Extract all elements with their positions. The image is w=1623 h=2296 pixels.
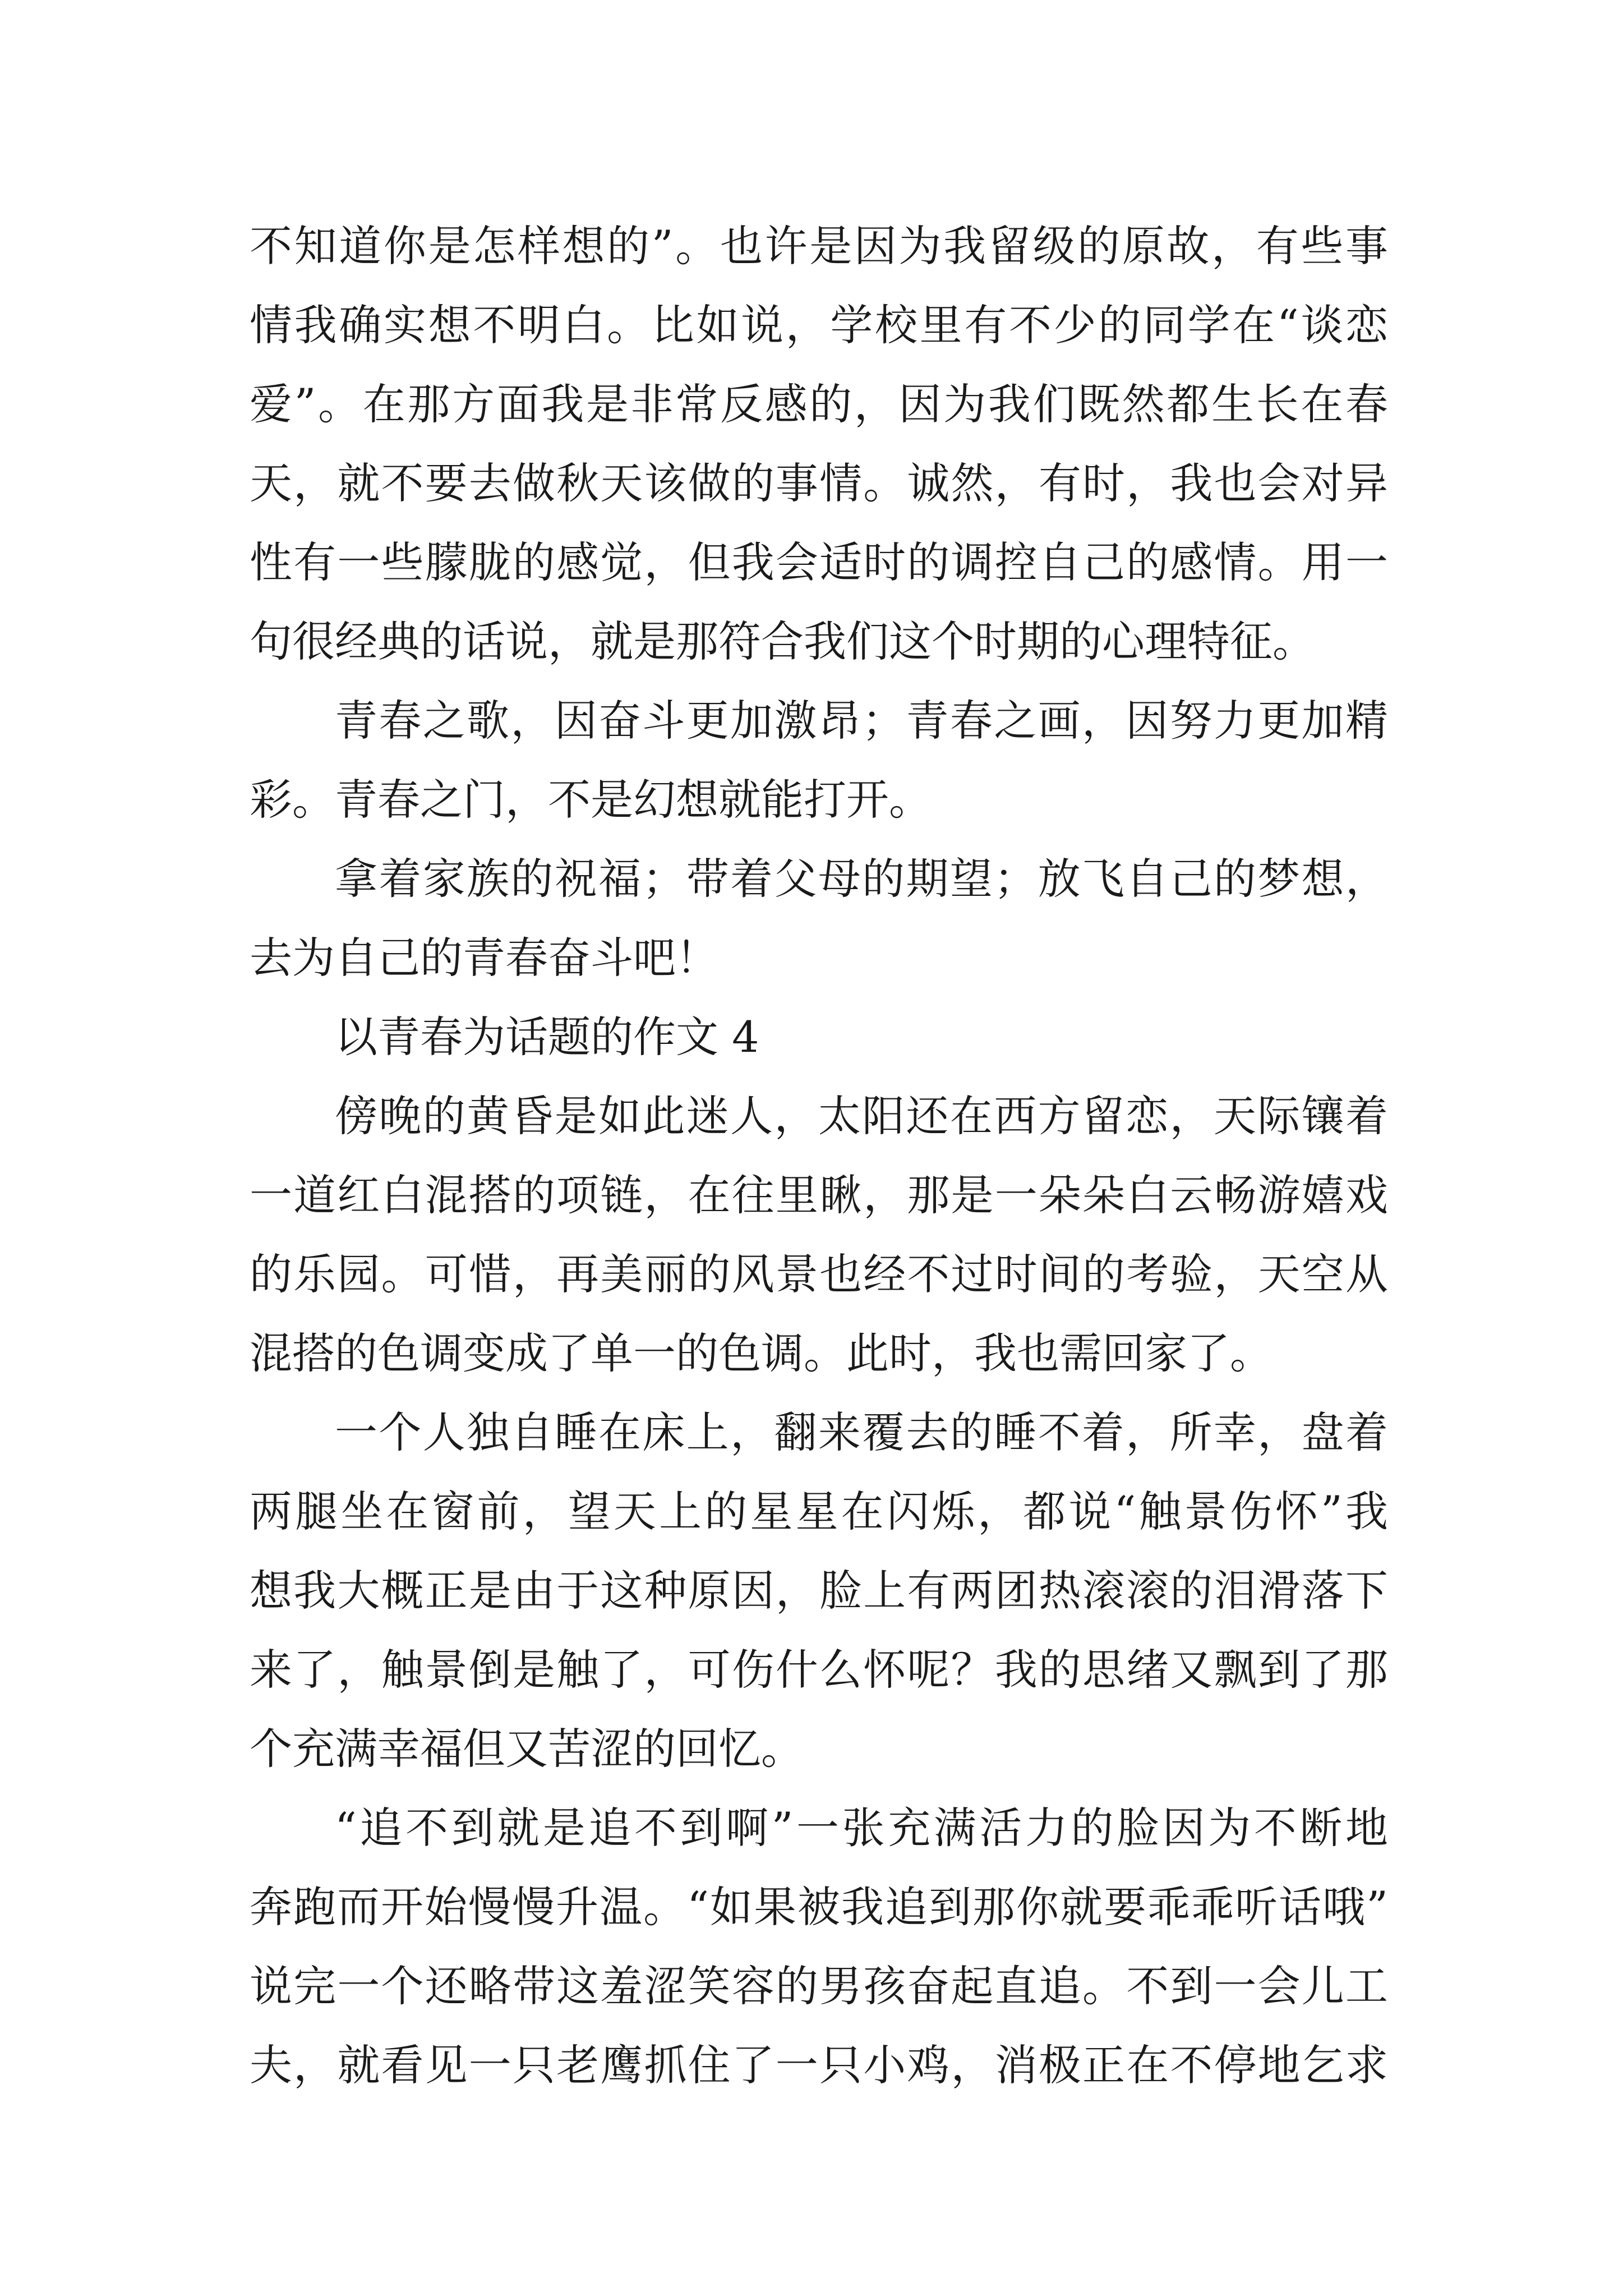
text-line: 说完一个还略带这羞涩笑容的男孩奋起直追。不到一会儿工 [250,1961,1388,2011]
text-line: 来了，触景倒是触了，可伤什么怀呢？我的思绪又飘到了那 [250,1645,1388,1695]
text-line: 去为自己的青春奋斗吧！ [250,933,718,983]
text-line: 两腿坐在窗前，望天上的星星在闪烁，都说“触景伤怀”我 [250,1487,1388,1536]
paragraph-first-line: 青春之歌，因奋斗更加激昂；青春之画，因努力更加精 [335,696,1388,746]
text-line: 彩。青春之门，不是幻想就能打开。 [250,775,932,825]
section-heading: 以青春为话题的作文 4 [335,1012,759,1062]
text-line: 不知道你是怎样想的”。也许是因为我留级的原故，有些事 [250,221,1388,271]
essay-body [250,206,1388,2105]
paragraph-first-line: 拿着家族的祝福；带着父母的期望；放飞自己的梦想， [335,854,1388,904]
text-line: 奔跑而开始慢慢升温。“如果被我追到那你就要乖乖听话哦” [250,1882,1388,1932]
text-line: 一道红白混搭的项链，在往里瞅，那是一朵朵白云畅游嬉戏 [250,1170,1388,1220]
text-line: 性有一些朦胧的感觉，但我会适时的调控自己的感情。用一 [250,537,1388,587]
text-line: 夫，就看见一只老鹰抓住了一只小鸡，消极正在不停地乞求 [250,2040,1388,2090]
text-line: 的乐园。可惜，再美丽的风景也经不过时间的考验，天空从 [250,1249,1388,1299]
text-line: 天，就不要去做秋天该做的事情。诚然，有时，我也会对异 [250,458,1388,508]
text-line: 爱”。在那方面我是非常反感的，因为我们既然都生长在春 [250,379,1388,429]
paragraph-first-line: “追不到就是追不到啊”一张充满活力的脸因为不断地 [335,1803,1388,1853]
text-line: 想我大概正是由于这种原因，脸上有两团热滚滚的泪滑落下 [250,1566,1388,1616]
text-line: 情我确实想不明白。比如说，学校里有不少的同学在“谈恋 [250,300,1388,350]
text-line: 混搭的色调变成了单一的色调。此时，我也需回家了。 [250,1328,1272,1378]
text-line: 个充满幸福但又苦涩的回忆。 [250,1724,804,1774]
paragraph-first-line: 一个人独自睡在床上，翻来覆去的睡不着，所幸，盘着 [335,1407,1388,1457]
text-line: 句很经典的话说，就是那符合我们这个时期的心理特征。 [250,616,1315,666]
paragraph-first-line: 傍晚的黄昏是如此迷人，太阳还在西方留恋，天际镶着 [335,1091,1388,1141]
